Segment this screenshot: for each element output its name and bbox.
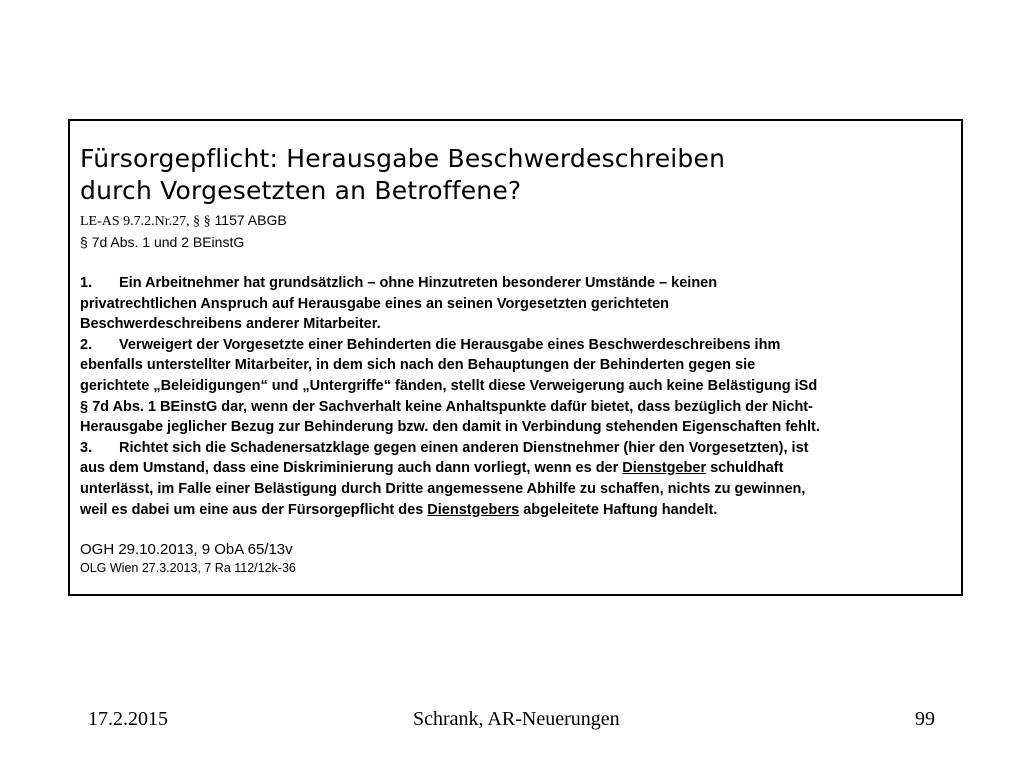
point-3-text-1: Richtet sich die Schadenersatzklage gegen einen anderen Dienstnehmer (hier den Vorgesetzten), ist [119, 439, 809, 456]
point-3-text-4b: abgeleitete Haftung handelt. [519, 501, 718, 518]
dienstgebers-underlined: Dienstgebers [427, 501, 520, 518]
point-2-number: 2. [80, 336, 93, 353]
point-1-line-2: privatrechtlichen Anspruch auf Herausgabe eines an seinen Vorgesetzten gerichteten [80, 295, 670, 312]
point-1-line-1 [80, 273, 960, 294]
point-3-text-4a: weil es dabei um eine aus der Fürsorgepflicht des [80, 501, 428, 518]
point-3-number: 3. [80, 439, 93, 456]
point-3-line-1 [80, 438, 960, 459]
point-2-line-2: ebenfalls unterstellter Mitarbeiter, in dem sich nach den Behauptungen der Behinderten gegen sie [80, 357, 756, 374]
point-1-text-1: Ein Arbeitnehmer hat grundsätzlich – ohne Hinzutreten besonderer Umstände – keinen [119, 275, 718, 291]
page-number: 99 [915, 708, 935, 730]
point-3-line-2 [80, 458, 960, 479]
decision-summary [80, 273, 960, 520]
point-3-line-3: unterlässt, im Falle einer Belästigung durch Dritte angemessene Abhilfe zu schaffen, nichts zu gewinnen, [80, 480, 806, 497]
dienstgeber-underlined: Dienstgeber [622, 460, 707, 477]
point-3-text-2a: aus dem Umstand, dass eine Diskriminierung auch dann vorliegt, wenn es der [80, 460, 623, 477]
point-2-text-1: Verweigert der Vorgesetzte einer Behinderten die Herausgabe eines Beschwerdeschreibens ihm [119, 336, 781, 353]
point-1-line-3: Beschwerdeschreibens anderer Mitarbeiter. [80, 316, 381, 333]
title-line-1: Fürsorgepflicht: Herausgabe Beschwerdeschreiben [80, 144, 726, 173]
point-3-text-2b: schuldhaft [706, 460, 784, 477]
reference-serif-part: LE-AS 9.7.2.Nr.27, § § [80, 214, 211, 229]
point-3-line-4 [80, 500, 960, 521]
point-2-line-5: Herausgabe jeglicher Bezug zur Behinderung bzw. den damit in Verbindung stehenden Eigenschaften fehlt. [80, 419, 820, 436]
footer-date: 17.2.2015 [88, 708, 168, 730]
point-2-line-1 [80, 335, 960, 356]
footer-author-title: Schrank, AR-Neuerungen [413, 708, 620, 730]
slide-title [80, 143, 725, 207]
reference-line-1 [80, 211, 287, 231]
title-line-2: durch Vorgesetzten an Betroffene? [80, 176, 522, 205]
reference-sans-part: 1157 ABGB [210, 212, 287, 228]
citation-olg: OLG Wien 27.3.2013, 7 Ra 112/12k-36 [80, 561, 296, 575]
point-2-line-3: gerichtete „Beleidigungen“ und „Untergriffe“ fänden, stellt diese Verweigerung auch keine Belästigung iSd [80, 377, 818, 394]
reference-line-2: § 7d Abs. 1 und 2 BEinstG [80, 234, 245, 250]
point-1-number: 1. [80, 275, 93, 291]
point-2-line-4: § 7d Abs. 1 BEinstG dar, wenn der Sachverhalt keine Anhaltspunkte dafür bietet, dass bezüglich der Nicht- [80, 398, 813, 415]
citation-ogh: OGH 29.10.2013, 9 ObA 65/13v [80, 541, 293, 558]
